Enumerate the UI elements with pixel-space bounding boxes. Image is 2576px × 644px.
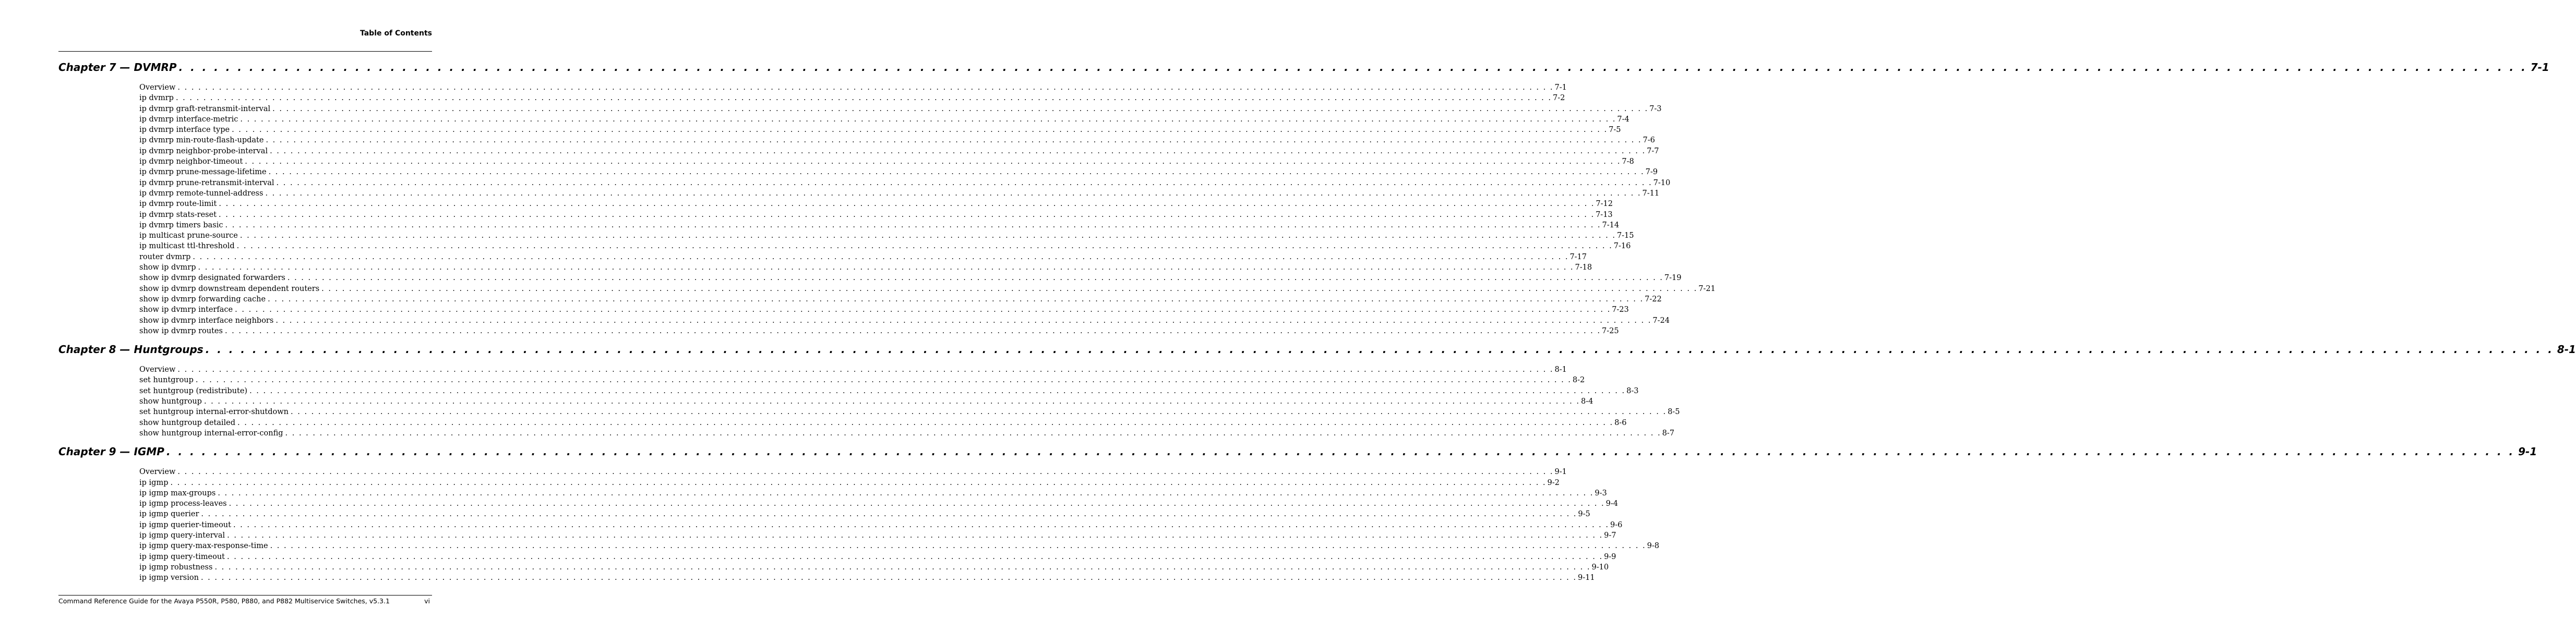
toc-entry-page-number: 9-7: [1604, 531, 1616, 540]
toc-entry[interactable]: [139, 104, 1662, 114]
toc-entry[interactable]: [139, 478, 1560, 488]
page-footer: [58, 597, 430, 605]
toc-entry[interactable]: [139, 188, 1660, 199]
dot-leader: . . . . . . . . . . . . . . . . . . . . . . . . . . . . . . . . . . . . . . . . . . . . . . . . . . . . . . . . . . . . . . . . . . . . . . . . . . . . . . . . . . . . . . . . . . . . . . . . . . . . . . . . . . . . . . . . . . . . . . . . . . . . . . . . . . . . . . . . . . . . . . . . . . . . . . . . . . . . . . . . . . . . . . . . . . . . . . . . . . . . . . . . . . . . . . . . . . . . . . . .: [236, 242, 1613, 251]
toc-entry[interactable]: [139, 167, 1658, 177]
toc-entry[interactable]: [139, 284, 1716, 294]
toc-entry-page-number: 9-1: [1554, 468, 1567, 477]
toc-entry[interactable]: [139, 262, 1592, 273]
header-rule: [58, 51, 432, 52]
dot-leader: . . . . . . . . . . . . . . . . . . . . . . . . . . . . . . . . . . . . . . . . . . . . . . . . . . . . . . . . . . . . . . . . . . . . . . . . . . . . . . . . . . . . . . . . . . . . . . . . . . . . . . . . . . . . . . . . . . . . . . . . . . . . . . . . . . . . . . . . . . . . . . . . . . . . . . . . . . . . . . . . . . . . . . . . . . . . . . . . . . . . . . . . . . . . . . . . . . . . . . . .: [240, 115, 1616, 124]
toc-entry-page-number: 8-7: [1662, 429, 1674, 438]
dot-leader: . . . . . . . . . . . . . . . . . . . . . . . . . . . . . . . . . . . . . . . . . . . . . . . . . . . . . . . . . . . . . . . . . . . . . . . . . . . . . . . . . . . . . . . . . . . . . . . . . . . . . . . . . . . . . . . . . . . . . . . . . . . . . . . . . . . . . . . . . . . . . . . . . . . . . . . . . . . . . . . . . . . . . . . . . . . . . . . . . . . . . . . . . . . . . . . . . . . . . . . .: [265, 189, 1642, 198]
dot-leader: . . . . . . . . . . . . . . . . . . . . . . . . . . . . . . . . . . . . . . . . . . . . . . . . . . . . . . . . . . . . . . . . . . . . . . . . . . . . . . . . . . . . . . . . . . . . . . . . . . . . . . . . . . . . . . . . . . . . . . . . . . . . . . . . . . . . . . . . . . . . . . . . . . . . . . . . . . . . . . . . . . . . . . . . . . . . . . . . . . . . . . . . . . . . . . . . . . . . . . . .: [233, 520, 1610, 529]
dot-leader: . . . . . . . . . . . . . . . . . . . . . . . . . . . . . . . . . . . . . . . . . . . . . . . . . . . . . . . . . . . . . . . . . . . . . . . . . . . . . . . . . . . . . . . . . . . . . . . . . . . . . . . . . . . . . . . . . . . . . . . . . . . . . . . . . . . . . . . . . . . . . . . . . . . . . . . . . . . . . . . . . . . . . . . . . . . . . . . . . . . . . . . . . . . . . . . . . . . . . . . .: [276, 178, 1652, 187]
toc-entry-title: ip igmp query-interval: [139, 531, 225, 540]
toc-entry[interactable]: [139, 294, 1662, 305]
dot-leader: . . . . . . . . . . . . . . . . . . . . . . . . . . . . . . . . . . . . . . . . . . . . . . . . . . . . . . . . . . . . . . . . . . . . . . . . . . . . . . . . . . . . . . . . . . . . . . . . . . . . . . . . . . . . . . . . . . . . . . . . . . . . . . . . . . . . . . . . . . . . . . . . . . . . . . . . . . . . . . . . . . . . . . . . . . . . . . . . . . . . . . . . . . . . . . . . . . . . . . . .: [249, 386, 1626, 395]
dot-leader: . . . . . . . . . . . . . . . . . . . . . . . . . . . . . . . . . . . . . . . . . . . . . . . . . . . . . . . . . . . . . . . . . . . . . . . . . . . . . . . . . . . . . . . . . . . . . . . . . . . . . . . . . . . . . . . . . . . . . . . . . . . . . . . . . . . . . . . . . . . . . . . . . . . . . . . . . . . . . . . . . . . . . . . . . . . . . . . . . . . . . . . . . . . . . . . . . . . . . . . .: [170, 478, 1547, 487]
dot-leader: . . . . . . . . . . . . . . . . . . . . . . . . . . . . . . . . . . . . . . . . . . . . . . . . . . . . . . . . . . . . . . . . . . . . . . . . . . . . . . . . . . . . . . . . . . . . . . . . . . . . . . . . . . . . . . . . . . . . . . . . . . . . . . . . . . . . . . . . . . . . . . . . . . . . . . . . . . . . . . . . . . . . . . . . . . . . . . . . . . . . . . . . . . . . . . . . . . . . . . . .: [229, 500, 1605, 508]
toc-entry[interactable]: [139, 220, 1620, 230]
dot-leader: . . . . . . . . . . . . . . . . . . . . . . . . . . . . . . . . . . . . . . . . . . . . . . . . . . . . . . . . . . . . . . . . . . . . . . . . . . . . . . . . . . . . . . . . . . . . . . . . . . . . . . . . . . . . . . . . . . . . . . . . . . . . . . . . . . . . . . . . . . . . . . . . . . . . . . . . . . . . . . . . . . . . . . . . . . . . . . . . . . . . . . . . . . . . . . . . . . . . . . . .: [219, 200, 1595, 209]
toc-entry[interactable]: [139, 114, 1630, 125]
toc-entry-page-number: 9-8: [1647, 542, 1659, 551]
toc-entry-page-number: 7-15: [1616, 232, 1634, 240]
toc-entry-page-number: 8-4: [1580, 397, 1593, 406]
dot-leader: . . . . . . . . . . . . . . . . . . . . . . . . . . . . . . . . . . . . . . . . . . . . . . . . . . . . . . . . . . . . . . . . . . . . . . . . . . . . . . . . . . . . . . . . . . . . . . . . . . . . . . . . . . . . . . . . . . . . . . . . . . . . . . . . . . . . . . . . . . . . . . . . . . . . . . . . . . . . . . . . . . . . . . . . . . . . . . . . . . . . . . . . . . . . . . . . . . . . . . . .: [205, 343, 2554, 356]
dot-leader: . . . . . . . . . . . . . . . . . . . . . . . . . . . . . . . . . . . . . . . . . . . . . . . . . . . . . . . . . . . . . . . . . . . . . . . . . . . . . . . . . . . . . . . . . . . . . . . . . . . . . . . . . . . . . . . . . . . . . . . . . . . . . . . . . . . . . . . . . . . . . . . . . . . . . . . . . . . . . . . . . . . . . . . . . . . . . . . . . . . . . . . . . . . . . . . . . . . . . . . .: [275, 316, 1652, 325]
toc-entry-title: show ip dvmrp interface: [139, 306, 233, 314]
toc-entry[interactable]: [139, 509, 1590, 519]
dot-leader: . . . . . . . . . . . . . . . . . . . . . . . . . . . . . . . . . . . . . . . . . . . . . . . . . . . . . . . . . . . . . . . . . . . . . . . . . . . . . . . . . . . . . . . . . . . . . . . . . . . . . . . . . . . . . . . . . . . . . . . . . . . . . . . . . . . . . . . . . . . . . . . . . . . . . . . . . . . . . . . . . . . . . . . . . . . . . . . . . . . . . . . . . . . . . . . . . . . . . . . .: [237, 418, 1614, 427]
toc-entry[interactable]: [139, 562, 1609, 573]
toc-entry-title: ip dvmrp prune-message-lifetime: [139, 168, 267, 177]
toc-entry-page-number: 7-5: [1609, 126, 1621, 135]
chapter-entry-list: [139, 459, 1659, 588]
dot-leader: . . . . . . . . . . . . . . . . . . . . . . . . . . . . . . . . . . . . . . . . . . . . . . . . . . . . . . . . . . . . . . . . . . . . . . . . . . . . . . . . . . . . . . . . . . . . . . . . . . . . . . . . . . . . . . . . . . . . . . . . . . . . . . . . . . . . . . . . . . . . . . . . . . . . . . . . . . . . . . . . . . . . . . . . . . . . . . . . . . . . . . . . . . . . . . . . . . . . . . . .: [219, 210, 1595, 219]
toc-entry[interactable]: [139, 210, 1613, 220]
footer-rule: [58, 595, 432, 596]
toc-entry-page-number: 8-1: [1554, 366, 1567, 374]
toc-entry-title: ip dvmrp graft-retransmit-interval: [139, 104, 271, 113]
toc-entry[interactable]: [139, 530, 1616, 541]
dot-leader: . . . . . . . . . . . . . . . . . . . . . . . . . . . . . . . . . . . . . . . . . . . . . . . . . . . . . . . . . . . . . . . . . . . . . . . . . . . . . . . . . . . . . . . . . . . . . . . . . . . . . . . . . . . . . . . . . . . . . . . . . . . . . . . . . . . . . . . . . . . . . . . . . . . . . . . . . . . . . . . . . . . . . . . . . . . . . . . . . . . . . . . . . . . . . . . . . . . . . . . .: [232, 126, 1608, 135]
toc-entry-page-number: 9-11: [1578, 574, 1595, 582]
toc-entry[interactable]: [139, 252, 1587, 262]
dot-leader: . . . . . . . . . . . . . . . . . . . . . . . . . . . . . . . . . . . . . . . . . . . . . . . . . . . . . . . . . . . . . . . . . . . . . . . . . . . . . . . . . . . . . . . . . . . . . . . . . . . . . . . . . . . . . . . . . . . . . . . . . . . . . . . . . . . . . . . . . . . . . . . . . . . . . . . . . . . . . . . . . . . . . . . . . . . . . . . . . . . . . . . . . . . . . . . . . . . . . . . .: [177, 366, 1554, 374]
dot-leader: . . . . . . . . . . . . . . . . . . . . . . . . . . . . . . . . . . . . . . . . . . . . . . . . . . . . . . . . . . . . . . . . . . . . . . . . . . . . . . . . . . . . . . . . . . . . . . . . . . . . . . . . . . . . . . . . . . . . . . . . . . . . . . . . . . . . . . . . . . . . . . . . . . . . . . . . . . . . . . . . . . . . . . . . . . . . . . . . . . . . . . . . . . . . . . . . . . . . . . . .: [268, 168, 1645, 177]
toc-entry-page-number: 7-11: [1642, 189, 1660, 198]
toc-entry-page-number: 9-10: [1591, 563, 1609, 572]
toc-entry[interactable]: [139, 396, 1593, 407]
chapter-page-number: 8-1: [2557, 343, 2576, 356]
toc-entry-title: ip dvmrp prune-retransmit-interval: [139, 178, 274, 187]
toc-entry-title: Overview: [139, 366, 176, 374]
toc-entry[interactable]: [139, 241, 1631, 251]
dot-leader: . . . . . . . . . . . . . . . . . . . . . . . . . . . . . . . . . . . . . . . . . . . . . . . . . . . . . . . . . . . . . . . . . . . . . . . . . . . . . . . . . . . . . . . . . . . . . . . . . . . . . . . . . . . . . . . . . . . . . . . . . . . . . . . . . . . . . . . . . . . . . . . . . . . . . . . . . . . . . . . . . . . . . . . . . . . . . . . . . . . . . . . . . . . . . . . . . . . . . . . .: [245, 157, 1621, 166]
dot-leader: . . . . . . . . . . . . . . . . . . . . . . . . . . . . . . . . . . . . . . . . . . . . . . . . . . . . . . . . . . . . . . . . . . . . . . . . . . . . . . . . . . . . . . . . . . . . . . . . . . . . . . . . . . . . . . . . . . . . . . . . . . . . . . . . . . . . . . . . . . . . . . . . . . . . . . . . . . . . . . . . . . . . . . . . . . . . . . . . . . . . . . . . . . . . . . . . . . . . . . . .: [227, 552, 1603, 561]
toc-entry-title: show ip dvmrp routes: [139, 326, 223, 335]
toc-entry-title: ip multicast ttl-threshold: [139, 242, 235, 251]
toc-entry-title: show ip dvmrp downstream dependent routers: [139, 284, 320, 293]
toc-entry[interactable]: [139, 573, 1595, 583]
toc-entry[interactable]: [139, 541, 1659, 551]
toc-entry-page-number: 9-5: [1578, 510, 1590, 519]
toc-entry-page-number: 9-2: [1547, 478, 1560, 487]
dot-leader: . . . . . . . . . . . . . . . . . . . . . . . . . . . . . . . . . . . . . . . . . . . . . . . . . . . . . . . . . . . . . . . . . . . . . . . . . . . . . . . . . . . . . . . . . . . . . . . . . . . . . . . . . . . . . . . . . . . . . . . . . . . . . . . . . . . . . . . . . . . . . . . . . . . . . . . . . . . . . . . . . . . . . . . . . . . . . . . . . . . . . . . . . . . . . . . . . . . . . . . .: [198, 263, 1574, 272]
toc-entry-page-number: 7-16: [1613, 242, 1631, 251]
chapter-heading[interactable]: [58, 342, 2576, 357]
chapter-page-number: 9-1: [2518, 445, 2537, 458]
toc-entry[interactable]: [139, 499, 1618, 509]
dot-leader: . . . . . . . . . . . . . . . . . . . . . . . . . . . . . . . . . . . . . . . . . . . . . . . . . . . . . . . . . . . . . . . . . . . . . . . . . . . . . . . . . . . . . . . . . . . . . . . . . . . . . . . . . . . . . . . . . . . . . . . . . . . . . . . . . . . . . . . . . . . . . . . . . . . . . . . . . . . . . . . . . . . . . . . . . . . . . . . . . . . . . . . . . . . . . . . . . . . . . . . .: [227, 531, 1603, 540]
toc-entry-title: ip multicast prune-source: [139, 232, 238, 240]
toc-entry-page-number: 7-2: [1553, 94, 1565, 103]
toc-entry[interactable]: [139, 326, 1619, 336]
toc-entry-title: show ip dvmrp forwarding cache: [139, 295, 266, 303]
dot-leader: . . . . . . . . . . . . . . . . . . . . . . . . . . . . . . . . . . . . . . . . . . . . . . . . . . . . . . . . . . . . . . . . . . . . . . . . . . . . . . . . . . . . . . . . . . . . . . . . . . . . . . . . . . . . . . . . . . . . . . . . . . . . . . . . . . . . . . . . . . . . . . . . . . . . . . . . . . . . . . . . . . . . . . . . . . . . . . . . . . . . . . . . . . . . . . . . . . . . . . . .: [268, 295, 1644, 303]
toc-entry[interactable]: [139, 93, 1565, 103]
toc-entry-page-number: 7-17: [1569, 252, 1587, 261]
toc-entry-title: ip dvmrp interface type: [139, 126, 230, 135]
toc-entry-title: ip dvmrp min-route-flash-update: [139, 136, 264, 145]
toc-entry[interactable]: [139, 230, 1634, 241]
dot-leader: . . . . . . . . . . . . . . . . . . . . . . . . . . . . . . . . . . . . . . . . . . . . . . . . . . . . . . . . . . . . . . . . . . . . . . . . . . . . . . . . . . . . . . . . . . . . . . . . . . . . . . . . . . . . . . . . . . . . . . . . . . . . . . . . . . . . . . . . . . . . . . . . . . . . . . . . . . . . . . . . . . . . . . . . . . . . . . . . . . . . . . . . . . . . . . . . . . . . . . . .: [225, 221, 1601, 229]
dot-leader: . . . . . . . . . . . . . . . . . . . . . . . . . . . . . . . . . . . . . . . . . . . . . . . . . . . . . . . . . . . . . . . . . . . . . . . . . . . . . . . . . . . . . . . . . . . . . . . . . . . . . . . . . . . . . . . . . . . . . . . . . . . . . . . . . . . . . . . . . . . . . . . . . . . . . . . . . . . . . . . . . . . . . . . . . . . . . . . . . . . . . . . . . . . . . . . . . . . . . . . .: [178, 61, 2527, 74]
toc-entry-title: ip igmp: [139, 478, 169, 487]
toc-entry[interactable]: [139, 135, 1655, 145]
toc-entry-title: router dvmrp: [139, 252, 191, 261]
toc-entry-page-number: 7-24: [1652, 316, 1670, 325]
dot-leader: . . . . . . . . . . . . . . . . . . . . . . . . . . . . . . . . . . . . . . . . . . . . . . . . . . . . . . . . . . . . . . . . . . . . . . . . . . . . . . . . . . . . . . . . . . . . . . . . . . . . . . . . . . . . . . . . . . . . . . . . . . . . . . . . . . . . . . . . . . . . . . . . . . . . . . . . . . . . . . . . . . . . . . . . . . . . . . . . . . . . . . . . . . . . . . . . . . . . . . . .: [291, 408, 1667, 417]
dot-leader: . . . . . . . . . . . . . . . . . . . . . . . . . . . . . . . . . . . . . . . . . . . . . . . . . . . . . . . . . . . . . . . . . . . . . . . . . . . . . . . . . . . . . . . . . . . . . . . . . . . . . . . . . . . . . . . . . . . . . . . . . . . . . . . . . . . . . . . . . . . . . . . . . . . . . . . . . . . . . . . . . . . . . . . . . . . . . . . . . . . . . . . . . . . . . . . . . . . . . . . .: [177, 468, 1554, 477]
toc-entry-page-number: 7-9: [1645, 168, 1658, 177]
toc-entry-page-number: 8-5: [1668, 408, 1680, 417]
dot-leader: . . . . . . . . . . . . . . . . . . . . . . . . . . . . . . . . . . . . . . . . . . . . . . . . . . . . . . . . . . . . . . . . . . . . . . . . . . . . . . . . . . . . . . . . . . . . . . . . . . . . . . . . . . . . . . . . . . . . . . . . . . . . . . . . . . . . . . . . . . . . . . . . . . . . . . . . . . . . . . . . . . . . . . . . . . . . . . . . . . . . . . . . . . . . . . . . . . . . . . . .: [270, 542, 1646, 551]
toc-entry-page-number: 7-21: [1698, 284, 1716, 293]
toc-entry-title: ip igmp querier-timeout: [139, 520, 231, 529]
dot-leader: . . . . . . . . . . . . . . . . . . . . . . . . . . . . . . . . . . . . . . . . . . . . . . . . . . . . . . . . . . . . . . . . . . . . . . . . . . . . . . . . . . . . . . . . . . . . . . . . . . . . . . . . . . . . . . . . . . . . . . . . . . . . . . . . . . . . . . . . . . . . . . . . . . . . . . . . . . . . . . . . . . . . . . . . . . . . . . . . . . . . . . . . . . . . . . . . . . . . . . . .: [200, 574, 1577, 582]
dot-leader: . . . . . . . . . . . . . . . . . . . . . . . . . . . . . . . . . . . . . . . . . . . . . . . . . . . . . . . . . . . . . . . . . . . . . . . . . . . . . . . . . . . . . . . . . . . . . . . . . . . . . . . . . . . . . . . . . . . . . . . . . . . . . . . . . . . . . . . . . . . . . . . . . . . . . . . . . . . . . . . . . . . . . . . . . . . . . . . . . . . . . . . . . . . . . . . . . . . . . . . .: [203, 397, 1580, 406]
footer-document-title: Command Reference Guide for the Avaya P550R, P580, P880, and P882 Multiservice Switches, v5.3.1: [58, 597, 390, 605]
toc-entry-title: ip dvmrp route-limit: [139, 200, 217, 209]
toc-entry[interactable]: [139, 418, 1627, 428]
toc-entry-title: show ip dvmrp designated forwarders: [139, 274, 285, 283]
toc-entry-page-number: 8-2: [1572, 376, 1585, 385]
chapter-entry-list: [139, 357, 1680, 444]
dot-leader: . . . . . . . . . . . . . . . . . . . . . . . . . . . . . . . . . . . . . . . . . . . . . . . . . . . . . . . . . . . . . . . . . . . . . . . . . . . . . . . . . . . . . . . . . . . . . . . . . . . . . . . . . . . . . . . . . . . . . . . . . . . . . . . . . . . . . . . . . . . . . . . . . . . . . . . . . . . . . . . . . . . . . . . . . . . . . . . . . . . . . . . . . . . . . . . . . . . . . . . .: [214, 563, 1591, 572]
toc-entry-title: ip igmp querier: [139, 510, 199, 519]
toc-entry-title: ip igmp query-max-response-time: [139, 542, 268, 551]
toc-entry-page-number: 9-9: [1604, 552, 1616, 561]
table-of-contents: [58, 59, 2576, 588]
toc-entry[interactable]: [139, 375, 1585, 385]
toc-entry-title: Overview: [139, 83, 176, 92]
toc-entry-title: set huntgroup (redistribute): [139, 386, 248, 395]
toc-entry[interactable]: [139, 428, 1674, 439]
toc-entry-title: ip dvmrp neighbor-timeout: [139, 157, 243, 166]
toc-entry-title: ip dvmrp remote-tunnel-address: [139, 189, 263, 198]
toc-entry-title: ip igmp process-leaves: [139, 500, 227, 508]
chapter-heading[interactable]: [58, 59, 2549, 75]
toc-entry-page-number: 7-13: [1596, 210, 1613, 219]
toc-entry-page-number: 7-6: [1643, 136, 1655, 145]
dot-leader: . . . . . . . . . . . . . . . . . . . . . . . . . . . . . . . . . . . . . . . . . . . . . . . . . . . . . . . . . . . . . . . . . . . . . . . . . . . . . . . . . . . . . . . . . . . . . . . . . . . . . . . . . . . . . . . . . . . . . . . . . . . . . . . . . . . . . . . . . . . . . . . . . . . . . . . . . . . . . . . . . . . . . . . . . . . . . . . . . . . . . . . . . . . . . . . . . . . . . . . .: [166, 445, 2515, 458]
toc-entry[interactable]: [139, 407, 1680, 417]
toc-entry[interactable]: [139, 273, 1682, 283]
toc-entry-title: ip dvmrp stats-reset: [139, 210, 217, 219]
toc-entry-page-number: 9-4: [1605, 500, 1618, 508]
chapter-title: Chapter 7 — DVMRP: [58, 61, 177, 74]
chapter-title: Chapter 8 — Huntgroups: [58, 343, 203, 356]
toc-entry[interactable]: [139, 156, 1634, 167]
toc-entry[interactable]: [139, 199, 1613, 209]
toc-entry-page-number: 7-1: [1554, 83, 1567, 92]
toc-entry-page-number: 7-7: [1647, 147, 1659, 155]
toc-entry[interactable]: [139, 467, 1567, 477]
dot-leader: . . . . . . . . . . . . . . . . . . . . . . . . . . . . . . . . . . . . . . . . . . . . . . . . . . . . . . . . . . . . . . . . . . . . . . . . . . . . . . . . . . . . . . . . . . . . . . . . . . . . . . . . . . . . . . . . . . . . . . . . . . . . . . . . . . . . . . . . . . . . . . . . . . . . . . . . . . . . . . . . . . . . . . . . . . . . . . . . . . . . . . . . . . . . . . . . . . . . . . . .: [285, 429, 1661, 438]
toc-entry-title: ip igmp robustness: [139, 563, 213, 572]
toc-entry-page-number: 9-6: [1610, 520, 1623, 529]
toc-entry-title: show ip dvmrp: [139, 263, 196, 272]
toc-entry[interactable]: [139, 178, 1671, 188]
toc-entry[interactable]: [139, 125, 1621, 135]
toc-entry-page-number: 7-25: [1602, 326, 1619, 335]
dot-leader: . . . . . . . . . . . . . . . . . . . . . . . . . . . . . . . . . . . . . . . . . . . . . . . . . . . . . . . . . . . . . . . . . . . . . . . . . . . . . . . . . . . . . . . . . . . . . . . . . . . . . . . . . . . . . . . . . . . . . . . . . . . . . . . . . . . . . . . . . . . . . . . . . . . . . . . . . . . . . . . . . . . . . . . . . . . . . . . . . . . . . . . . . . . . . . . . . . . . . . . .: [270, 147, 1646, 155]
dot-leader: . . . . . . . . . . . . . . . . . . . . . . . . . . . . . . . . . . . . . . . . . . . . . . . . . . . . . . . . . . . . . . . . . . . . . . . . . . . . . . . . . . . . . . . . . . . . . . . . . . . . . . . . . . . . . . . . . . . . . . . . . . . . . . . . . . . . . . . . . . . . . . . . . . . . . . . . . . . . . . . . . . . . . . . . . . . . . . . . . . . . . . . . . . . . . . . . . . . . . . . .: [235, 306, 1611, 314]
toc-entry-title: show huntgroup internal-error-config: [139, 429, 283, 438]
chapter-page-number: 7-1: [2530, 61, 2549, 74]
chapter-heading[interactable]: [58, 444, 2537, 459]
chapter-title: Chapter 9 — IGMP: [58, 445, 164, 458]
toc-entry-title: show huntgroup: [139, 397, 202, 406]
toc-entry-page-number: 7-4: [1617, 115, 1630, 124]
toc-entry-title: set huntgroup: [139, 376, 194, 385]
toc-entry[interactable]: [139, 315, 1670, 326]
toc-entry-page-number: 7-23: [1612, 306, 1629, 314]
toc-entry-page-number: 8-3: [1626, 386, 1639, 395]
toc-entry-title: show huntgroup detailed: [139, 418, 236, 427]
toc-entry[interactable]: [139, 82, 1567, 93]
toc-entry[interactable]: [139, 364, 1567, 375]
dot-leader: . . . . . . . . . . . . . . . . . . . . . . . . . . . . . . . . . . . . . . . . . . . . . . . . . . . . . . . . . . . . . . . . . . . . . . . . . . . . . . . . . . . . . . . . . . . . . . . . . . . . . . . . . . . . . . . . . . . . . . . . . . . . . . . . . . . . . . . . . . . . . . . . . . . . . . . . . . . . . . . . . . . . . . . . . . . . . . . . . . . . . . . . . . . . . . . . . . . . . . . .: [272, 104, 1649, 113]
toc-entry-title: ip dvmrp timers basic: [139, 221, 223, 229]
running-header: Table of Contents: [360, 29, 432, 38]
toc-entry[interactable]: [139, 305, 1629, 315]
dot-leader: . . . . . . . . . . . . . . . . . . . . . . . . . . . . . . . . . . . . . . . . . . . . . . . . . . . . . . . . . . . . . . . . . . . . . . . . . . . . . . . . . . . . . . . . . . . . . . . . . . . . . . . . . . . . . . . . . . . . . . . . . . . . . . . . . . . . . . . . . . . . . . . . . . . . . . . . . . . . . . . . . . . . . . . . . . . . . . . . . . . . . . . . . . . . . . . . . . . . . . . .: [218, 489, 1594, 497]
toc-entry-page-number: 7-3: [1649, 104, 1662, 113]
toc-entry-page-number: 7-22: [1645, 295, 1662, 303]
dot-leader: . . . . . . . . . . . . . . . . . . . . . . . . . . . . . . . . . . . . . . . . . . . . . . . . . . . . . . . . . . . . . . . . . . . . . . . . . . . . . . . . . . . . . . . . . . . . . . . . . . . . . . . . . . . . . . . . . . . . . . . . . . . . . . . . . . . . . . . . . . . . . . . . . . . . . . . . . . . . . . . . . . . . . . . . . . . . . . . . . . . . . . . . . . . . . . . . . . . . . . . .: [195, 376, 1572, 385]
dot-leader: . . . . . . . . . . . . . . . . . . . . . . . . . . . . . . . . . . . . . . . . . . . . . . . . . . . . . . . . . . . . . . . . . . . . . . . . . . . . . . . . . . . . . . . . . . . . . . . . . . . . . . . . . . . . . . . . . . . . . . . . . . . . . . . . . . . . . . . . . . . . . . . . . . . . . . . . . . . . . . . . . . . . . . . . . . . . . . . . . . . . . . . . . . . . . . . . . . . . . . . .: [175, 94, 1552, 103]
toc-entry-title: ip dvmrp: [139, 94, 174, 103]
toc-entry-page-number: 7-14: [1602, 221, 1620, 229]
chapter-entry-list: [139, 75, 1716, 342]
toc-entry[interactable]: [139, 146, 1659, 156]
toc-entry-title: Overview: [139, 468, 176, 477]
toc-entry-title: ip dvmrp interface-metric: [139, 115, 238, 124]
toc-entry[interactable]: [139, 552, 1616, 562]
footer-page-number: vi: [424, 597, 430, 605]
toc-entry-title: ip igmp max-groups: [139, 489, 216, 497]
toc-entry-title: ip igmp query-timeout: [139, 552, 225, 561]
dot-leader: . . . . . . . . . . . . . . . . . . . . . . . . . . . . . . . . . . . . . . . . . . . . . . . . . . . . . . . . . . . . . . . . . . . . . . . . . . . . . . . . . . . . . . . . . . . . . . . . . . . . . . . . . . . . . . . . . . . . . . . . . . . . . . . . . . . . . . . . . . . . . . . . . . . . . . . . . . . . . . . . . . . . . . . . . . . . . . . . . . . . . . . . . . . . . . . . . . . . . . . .: [193, 252, 1569, 261]
toc-entry-page-number: 7-12: [1596, 200, 1613, 209]
toc-entry-title: ip dvmrp neighbor-probe-interval: [139, 147, 268, 155]
toc-entry-title: ip igmp version: [139, 574, 199, 582]
dot-leader: . . . . . . . . . . . . . . . . . . . . . . . . . . . . . . . . . . . . . . . . . . . . . . . . . . . . . . . . . . . . . . . . . . . . . . . . . . . . . . . . . . . . . . . . . . . . . . . . . . . . . . . . . . . . . . . . . . . . . . . . . . . . . . . . . . . . . . . . . . . . . . . . . . . . . . . . . . . . . . . . . . . . . . . . . . . . . . . . . . . . . . . . . . . . . . . . . . . . . . . .: [201, 510, 1577, 519]
dot-leader: . . . . . . . . . . . . . . . . . . . . . . . . . . . . . . . . . . . . . . . . . . . . . . . . . . . . . . . . . . . . . . . . . . . . . . . . . . . . . . . . . . . . . . . . . . . . . . . . . . . . . . . . . . . . . . . . . . . . . . . . . . . . . . . . . . . . . . . . . . . . . . . . . . . . . . . . . . . . . . . . . . . . . . . . . . . . . . . . . . . . . . . . . . . . . . . . . . . . . . . .: [266, 136, 1642, 145]
toc-entry-page-number: 8-6: [1614, 418, 1627, 427]
toc-entry-page-number: 7-19: [1664, 274, 1682, 283]
toc-entry-title: show ip dvmrp interface neighbors: [139, 316, 274, 325]
dot-leader: . . . . . . . . . . . . . . . . . . . . . . . . . . . . . . . . . . . . . . . . . . . . . . . . . . . . . . . . . . . . . . . . . . . . . . . . . . . . . . . . . . . . . . . . . . . . . . . . . . . . . . . . . . . . . . . . . . . . . . . . . . . . . . . . . . . . . . . . . . . . . . . . . . . . . . . . . . . . . . . . . . . . . . . . . . . . . . . . . . . . . . . . . . . . . . . . . . . . . . . .: [321, 284, 1698, 293]
dot-leader: . . . . . . . . . . . . . . . . . . . . . . . . . . . . . . . . . . . . . . . . . . . . . . . . . . . . . . . . . . . . . . . . . . . . . . . . . . . . . . . . . . . . . . . . . . . . . . . . . . . . . . . . . . . . . . . . . . . . . . . . . . . . . . . . . . . . . . . . . . . . . . . . . . . . . . . . . . . . . . . . . . . . . . . . . . . . . . . . . . . . . . . . . . . . . . . . . . . . . . . .: [224, 326, 1601, 335]
dot-leader: . . . . . . . . . . . . . . . . . . . . . . . . . . . . . . . . . . . . . . . . . . . . . . . . . . . . . . . . . . . . . . . . . . . . . . . . . . . . . . . . . . . . . . . . . . . . . . . . . . . . . . . . . . . . . . . . . . . . . . . . . . . . . . . . . . . . . . . . . . . . . . . . . . . . . . . . . . . . . . . . . . . . . . . . . . . . . . . . . . . . . . . . . . . . . . . . . . . . . . . .: [287, 274, 1663, 283]
toc-entry[interactable]: [139, 520, 1623, 530]
toc-entry-page-number: 7-10: [1653, 178, 1671, 187]
toc-entry-page-number: 9-3: [1595, 489, 1607, 497]
toc-entry-page-number: 7-18: [1575, 263, 1592, 272]
toc-entry[interactable]: [139, 386, 1639, 396]
toc-entry-title: set huntgroup internal-error-shutdown: [139, 408, 289, 417]
dot-leader: . . . . . . . . . . . . . . . . . . . . . . . . . . . . . . . . . . . . . . . . . . . . . . . . . . . . . . . . . . . . . . . . . . . . . . . . . . . . . . . . . . . . . . . . . . . . . . . . . . . . . . . . . . . . . . . . . . . . . . . . . . . . . . . . . . . . . . . . . . . . . . . . . . . . . . . . . . . . . . . . . . . . . . . . . . . . . . . . . . . . . . . . . . . . . . . . . . . . . . . .: [177, 83, 1554, 92]
toc-entry-page-number: 7-8: [1622, 157, 1634, 166]
dot-leader: . . . . . . . . . . . . . . . . . . . . . . . . . . . . . . . . . . . . . . . . . . . . . . . . . . . . . . . . . . . . . . . . . . . . . . . . . . . . . . . . . . . . . . . . . . . . . . . . . . . . . . . . . . . . . . . . . . . . . . . . . . . . . . . . . . . . . . . . . . . . . . . . . . . . . . . . . . . . . . . . . . . . . . . . . . . . . . . . . . . . . . . . . . . . . . . . . . . . . . . .: [239, 232, 1616, 240]
toc-entry[interactable]: [139, 488, 1607, 499]
